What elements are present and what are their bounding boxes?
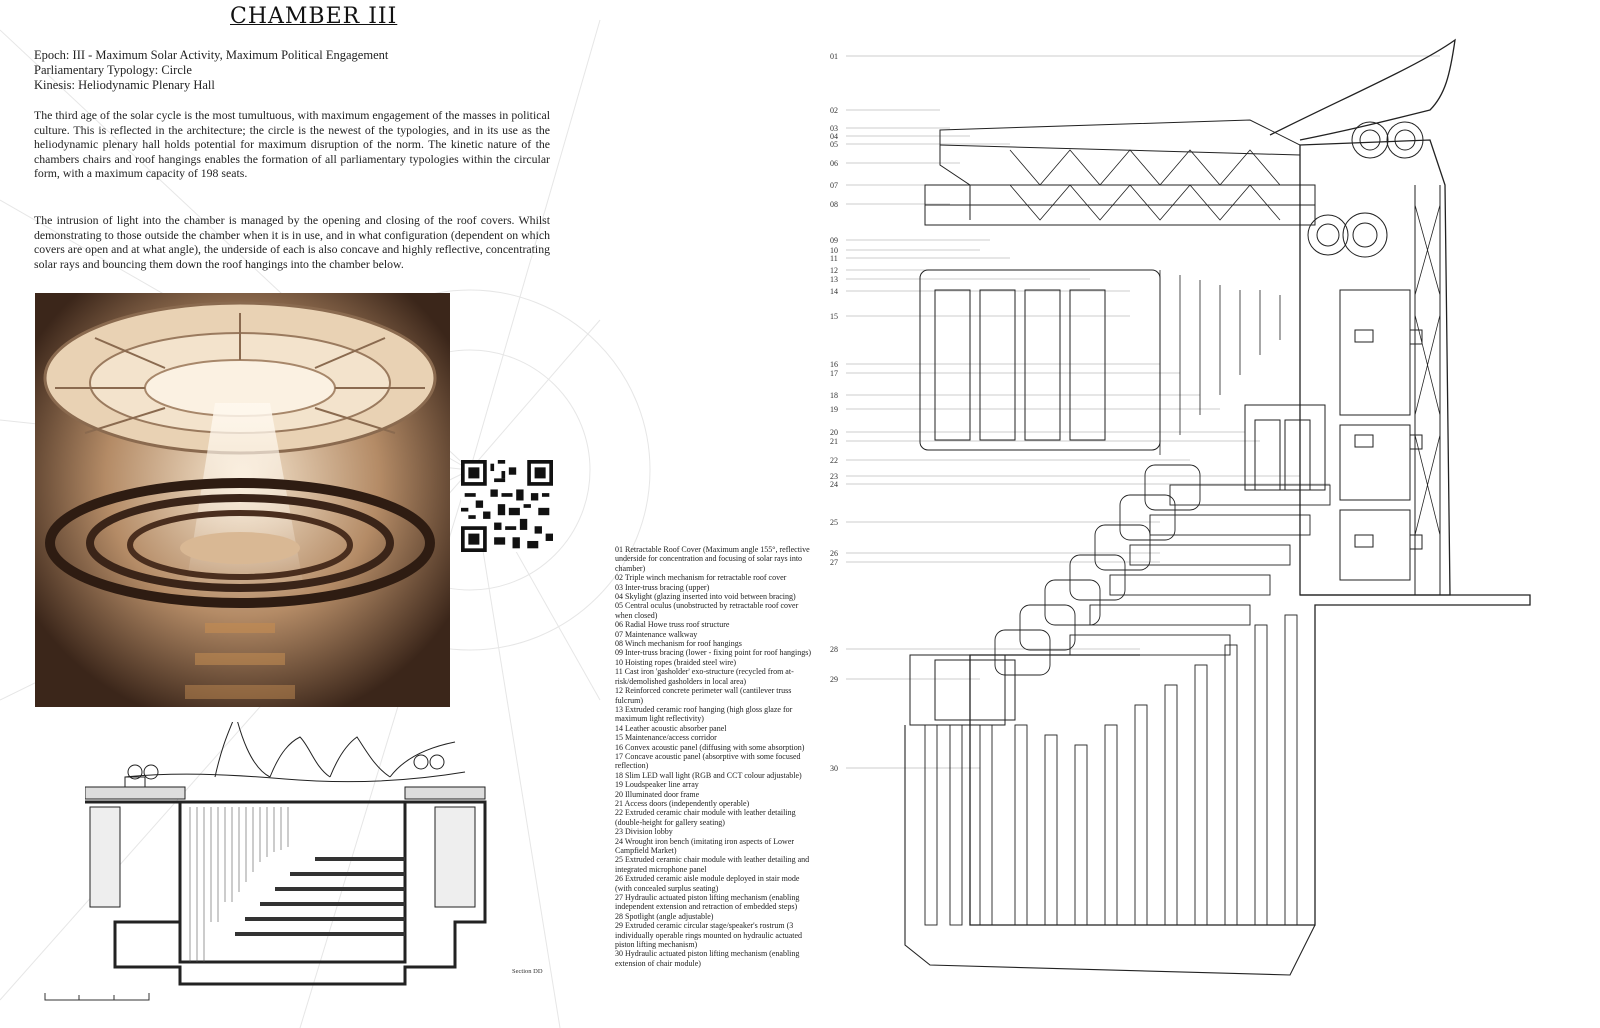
callout-number: 14 [830,287,838,296]
legend-item: 10 Hoisting ropes (braided steel wire) [615,657,737,667]
callout-number: 20 [830,428,838,437]
callout-number: 21 [830,437,838,446]
intro-paragraph: The third age of the solar cycle is the most tumultuous, with maximum engagement of the masses in political culture. This is reflected in the architecture; the circle is the newest of the typologies, and in its use as the heliodynamic plenary hall holds potential for maximum disruption of the norm. The kinetic nature of the chambers chairs and roof hangings enables the formation of all parliamentary typologies within the circular form, with a maximum capacity of 198 seats. [34,108,550,181]
legend-item: 24 Wrought iron bench (imitating iron aspects of Lower Campfield Market) [615,836,795,855]
legend-item: 21 Access doors (independently operable) [615,798,750,808]
callout-number: 07 [830,181,838,190]
legend-item: 15 Maintenance/access corridor [615,733,717,743]
callout-number: 11 [830,254,838,263]
legend-item: 20 Illuminated door frame [615,789,700,799]
callout-number: 24 [830,480,838,489]
legend-item: 02 Triple winch mechanism for retractable roof cover [615,573,787,583]
callout-number: 16 [830,360,838,369]
callout-number: 18 [830,391,838,400]
legend-item: 25 Extruded ceramic chair module with leather detailing and integrated microphone panel [615,855,810,874]
light-paragraph: The intrusion of light into the chamber is managed by the opening and closing of the roof covers. Whilst demonstrating to those outside the chamber when it is in use, and in what configuration (dependent on which covers are open and at what angle), the underside of each is also concave and highly reflective, concentrating solar rays and bouncing them down the roof hangings into the chamber below. [34,213,550,271]
legend-item: 06 Radial Howe truss roof structure [615,620,730,630]
legend-item: 19 Loudspeaker line array [615,780,699,790]
legend-item: 18 Slim LED wall light (RGB and CCT colour adjustable) [615,770,802,780]
callout-number: 26 [830,549,838,558]
section-dd-drawing [85,722,505,1004]
legend-item: 23 Division lobby [615,827,673,837]
scale-bar [44,992,150,1002]
chamber-meta [34,48,388,93]
kinesis-line: Kinesis: Heliodynamic Plenary Hall [34,78,215,92]
legend-item: 26 Extruded ceramic aisle module deployed in stair mode (with concealed surplus seating) [615,874,800,893]
callout-number: 29 [830,675,838,684]
callout-number: 23 [830,472,838,481]
legend-item: 13 Extruded ceramic roof hanging (high gloss glaze for maximum light reflectivity) [615,704,793,724]
callout-number: 02 [830,106,838,115]
legend-item: 05 Central oculus (unobstructed by retractable roof cover when closed) [615,601,799,620]
axonometric-cutaway-drawing [830,35,1590,995]
component-legend [615,545,815,968]
legend-item: 22 Extruded ceramic chair module with leather detailing (double-height for gallery seating) [615,808,796,827]
callout-number: 09 [830,236,838,245]
legend-item: 17 Concave acoustic panel (absorptive with some focused reflection) [615,751,801,771]
callout-number: 06 [830,159,838,168]
qr-code[interactable] [461,460,553,552]
section-label: Section DD [512,968,543,975]
legend-item: 04 Skylight (glazing inserted into void between bracing) [615,592,796,602]
callout-number: 03 [830,124,838,133]
callout-number: 30 [830,764,838,773]
typology-line: Parliamentary Typology: Circle [34,63,192,77]
callout-number: 08 [830,200,838,209]
chamber-render-image [35,293,450,707]
callout-number: 19 [830,405,838,414]
legend-item: 28 Spotlight (angle adjustable) [615,911,714,921]
callout-number: 28 [830,645,838,654]
callout-number: 04 [830,132,838,141]
legend-item: 07 Maintenance walkway [615,629,698,639]
legend-item: 11 Cast iron 'gasholder' exo-structure (recycled from at-risk/demolished gasholders in local area) [615,667,794,686]
legend-item: 12 Reinforced concrete perimeter wall (cantilever truss fulcrum) [615,686,792,705]
legend-item: 27 Hydraulic actuated piston lifting mechanism (enabling independent extension and retraction of embedded steps) [615,893,800,912]
callout-number: 22 [830,456,838,465]
legend-item: 08 Winch mechanism for roof hangings [615,639,742,649]
callout-numbers [830,52,1440,773]
legend-item: 30 Hydraulic actuated piston lifting mechanism (enabling extension of chair module) [615,949,800,968]
epoch-line: Epoch: III - Maximum Solar Activity, Maximum Political Engagement [34,48,389,62]
legend-item: 09 Inter-truss bracing (lower - fixing point for roof hangings) [615,648,812,658]
legend-item: 03 Inter-truss bracing (upper) [615,582,710,592]
callout-number: 12 [830,266,838,275]
legend-item: 14 Leather acoustic absorber panel [615,723,727,733]
callout-number: 17 [830,369,838,378]
callout-number: 10 [830,246,838,255]
callout-number: 01 [830,52,838,61]
callout-number: 25 [830,518,838,527]
callout-number: 13 [830,275,838,284]
callout-number: 15 [830,312,838,321]
legend-item: 01 Retractable Roof Cover (Maximum angle 155°, reflective underside for concentration and focusing of solar rays into chamber) [615,545,810,573]
callout-number: 05 [830,140,838,149]
legend-item: 16 Convex acoustic panel (diffusing with some absorption) [615,742,805,752]
legend-item: 29 Extruded ceramic circular stage/speaker's rostrum (3 individually operable rings mounted on hydraulic actuated piston lifting mechanism) [615,921,803,950]
page-title: CHAMBER III [230,4,398,29]
callout-number: 27 [830,558,838,567]
